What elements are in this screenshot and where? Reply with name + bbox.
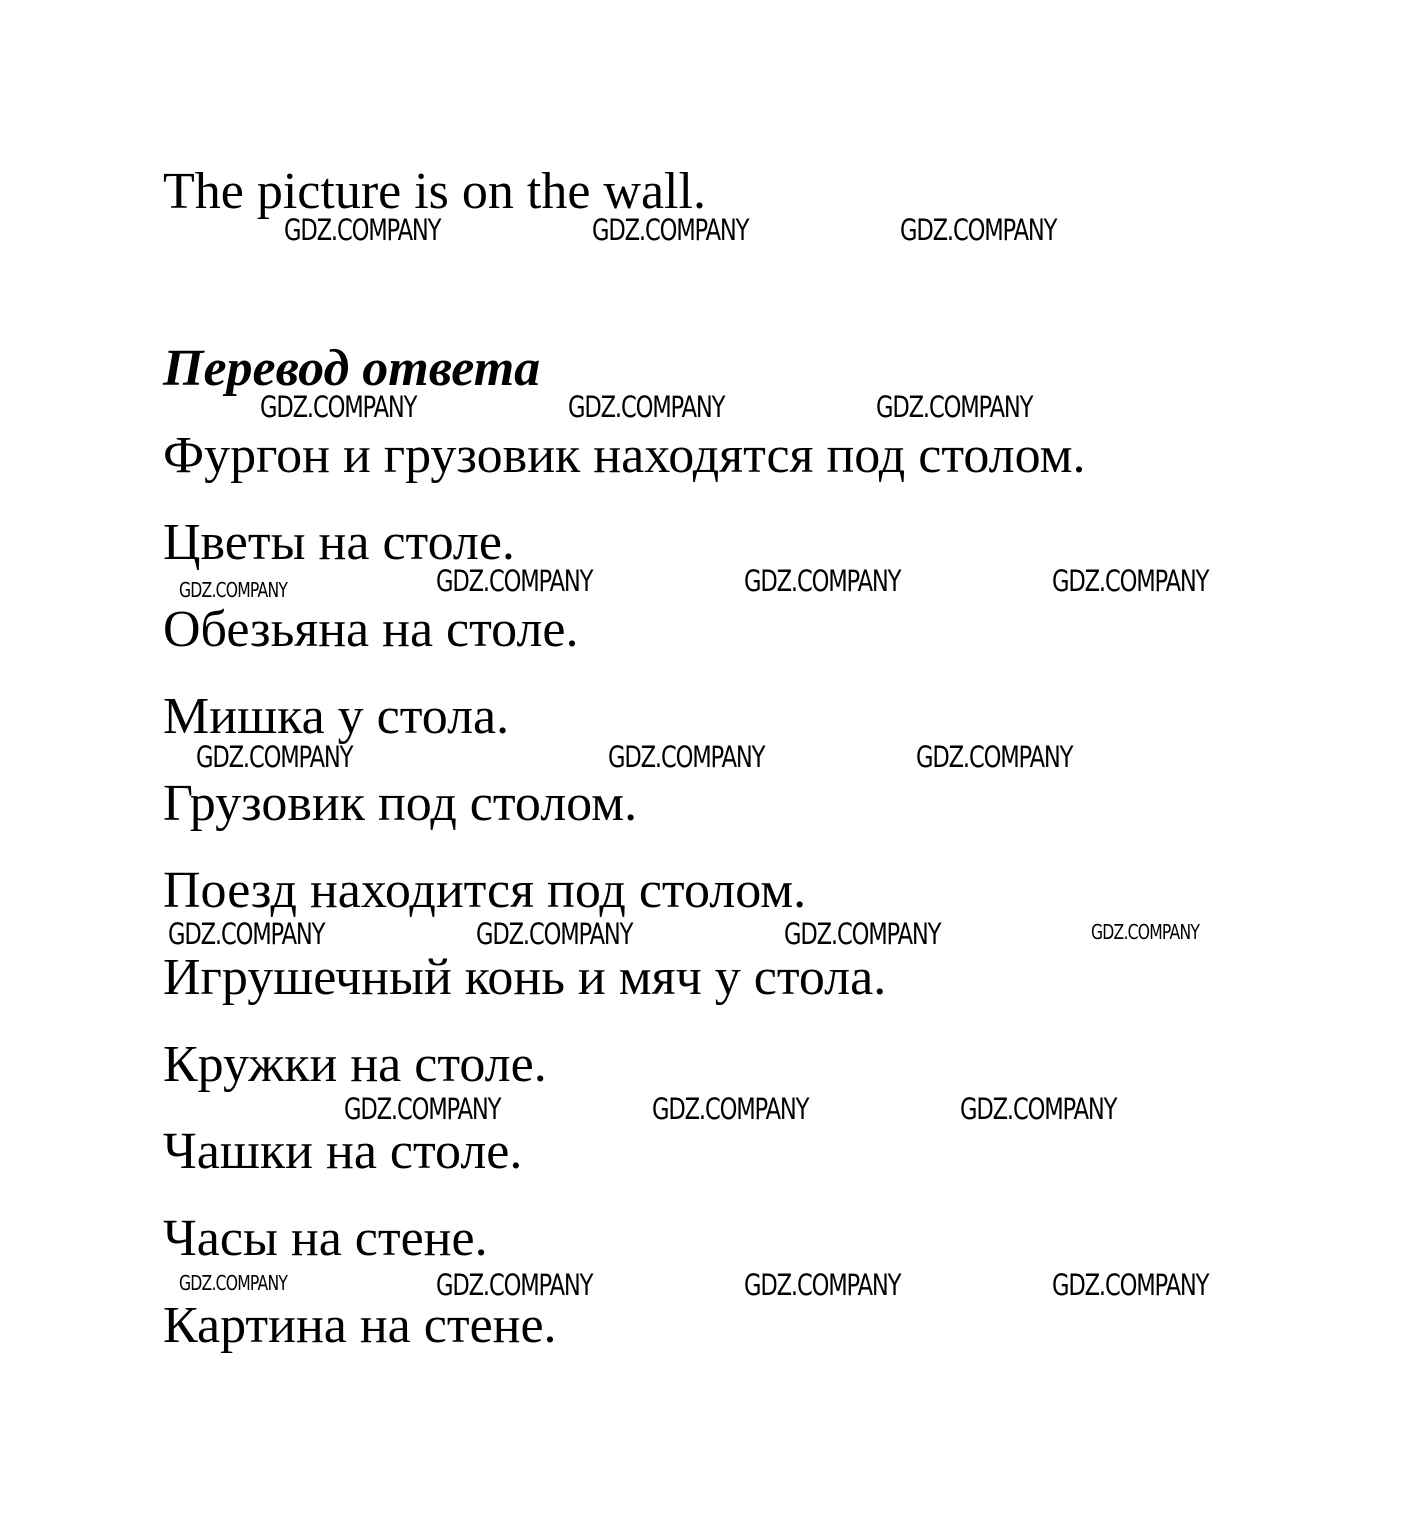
translation-line-2: Цветы на столе. [163, 514, 515, 571]
watermark: GDZ.COMPANY [960, 1092, 1117, 1126]
watermark: GDZ.COMPANY [1091, 920, 1200, 944]
english-sentence: The picture is on the wall. [163, 163, 706, 220]
watermark: GDZ.COMPANY [179, 1271, 288, 1295]
watermark: GDZ.COMPANY [476, 917, 633, 951]
watermark: GDZ.COMPANY [1052, 1268, 1209, 1302]
watermark: GDZ.COMPANY [344, 1092, 501, 1126]
translation-line-3: Обезьяна на столе. [163, 601, 579, 658]
translation-line-7: Игрушечный конь и мяч у стола. [163, 949, 887, 1006]
translation-line-4: Мишка у стола. [163, 688, 510, 745]
translation-line-8: Кружки на столе. [163, 1036, 547, 1093]
translation-line-11: Картина на стене. [163, 1297, 557, 1354]
watermark: GDZ.COMPANY [568, 390, 725, 424]
watermark: GDZ.COMPANY [608, 740, 765, 774]
watermark: GDZ.COMPANY [744, 1268, 901, 1302]
translation-line-9: Чашки на столе. [163, 1123, 523, 1180]
translation-heading: Перевод ответа [163, 340, 541, 397]
watermark: GDZ.COMPANY [196, 740, 353, 774]
watermark: GDZ.COMPANY [744, 564, 901, 598]
translation-line-6: Поезд находится под столом. [163, 862, 807, 919]
watermark: GDZ.COMPANY [260, 390, 417, 424]
watermark: GDZ.COMPANY [1052, 564, 1209, 598]
watermark: GDZ.COMPANY [592, 213, 749, 247]
translation-line-5: Грузовик под столом. [163, 775, 638, 832]
watermark: GDZ.COMPANY [916, 740, 1073, 774]
translation-line-10: Часы на стене. [163, 1210, 488, 1267]
watermark: GDZ.COMPANY [652, 1092, 809, 1126]
watermark: GDZ.COMPANY [179, 578, 288, 602]
watermark: GDZ.COMPANY [784, 917, 941, 951]
watermark: GDZ.COMPANY [900, 213, 1057, 247]
watermark: GDZ.COMPANY [436, 1268, 593, 1302]
watermark: GDZ.COMPANY [168, 917, 325, 951]
watermark: GDZ.COMPANY [284, 213, 441, 247]
watermark: GDZ.COMPANY [436, 564, 593, 598]
watermark: GDZ.COMPANY [876, 390, 1033, 424]
translation-line-1: Фургон и грузовик находятся под столом. [163, 427, 1086, 484]
